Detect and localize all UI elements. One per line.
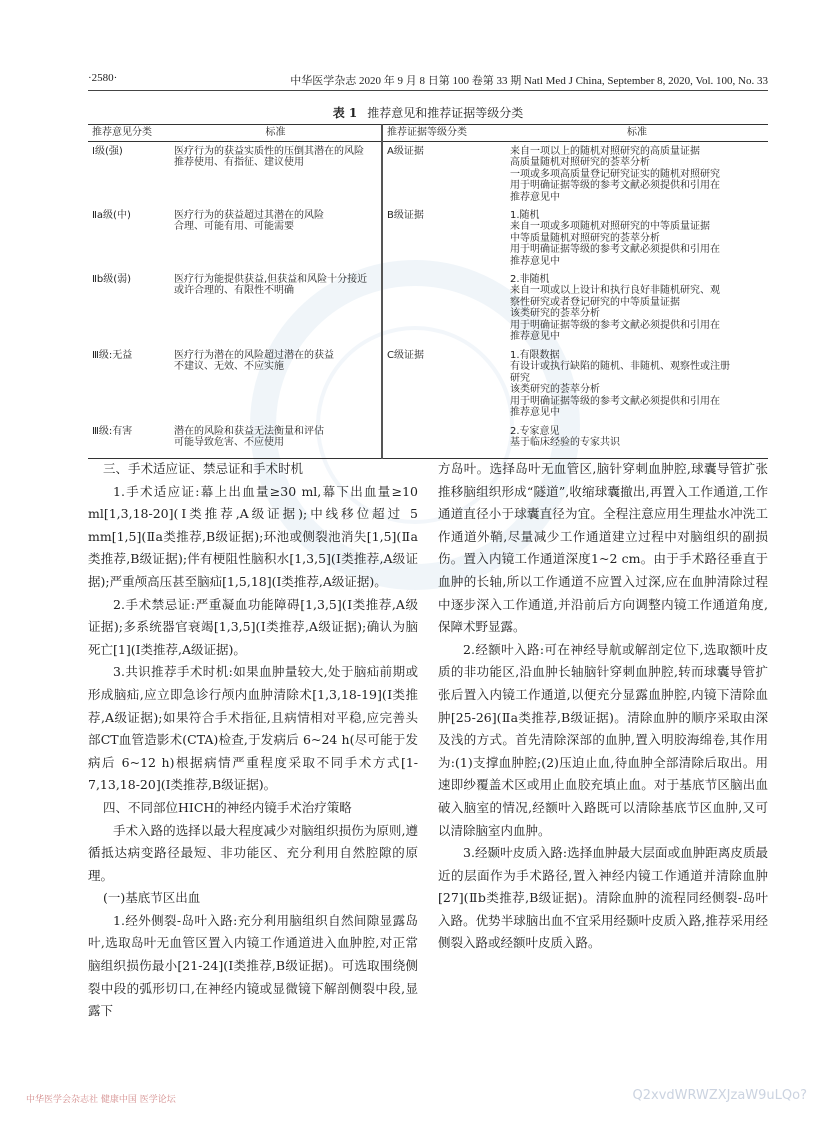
table-title: 推荐意见和推荐证据等级分类 (367, 106, 524, 120)
table-cell: C级证据 (382, 350, 506, 426)
table-cell: 医疗行为能提供获益,但获益和风险十分接近 或许合理的、有限性不明确 (174, 273, 368, 296)
running-header (88, 70, 768, 91)
paragraph: 3.共识推荐手术时机:如果血肿量较大,处于脑疝前期或形成脑疝,应立即急诊行颅内血肿清除术[1,3,18-19](Ⅰ类推荐,A级证据);如果符合手术指征,且病情相对平稳,应完善头部CT血管造影术(CTA)检查,于发病后 6~24 h(尽可能于发病后 6~12 h)根据病情严重程度采取不同手术方式[1-7,13,18-20](Ⅰ类推荐,B级证据)。 (88, 664, 418, 793)
paragraph: 2.经额叶入路:可在神经导航或解剖定位下,选取额叶皮质的非功能区,沿血肿长轴脑针穿刺血肿腔,转而球囊导管扩张后置入内镜工作通道,以便充分显露血肿腔,内镜下清除血肿[25-26](Ⅱa类推荐,B级证据)。清除血肿的顺序采取由深及浅的方式。首先清除深部的血肿,置入明胶海绵卷,其作用为:(1)支撑血肿腔;(2)压迫止血,待血肿全部清除后取出。用速即纱覆盖术区或用止血胶充填止血。对于基底节区脑出血破入脑室的情况,经额叶入路既可以清除基底节区血肿,又可以清除脑室内血肿。 (438, 641, 768, 838)
body-column-right (438, 458, 768, 955)
table-cell: 潜在的风险和获益无法衡量和评估 可能导致危害、不应使用 (170, 426, 382, 459)
table-cell (382, 274, 506, 350)
journal-citation: 中华医学杂志 2020 年 9 月 8 日第 100 卷第 33 期 Natl Med J China, September 8, 2020, Vol. 100, No. 33 (290, 75, 768, 87)
table-cell: B级证据 (382, 210, 506, 274)
publisher-logo: 中华医学会杂志社 健康中国 医学论坛 (26, 1095, 176, 1105)
page-number: ·2580· (88, 72, 118, 84)
table-cell: 医疗行为的获益实质性的压倒其潜在的风险 推荐使用、有指征、建议使用 (174, 145, 364, 168)
table-cell: 1.随机 来自一项或多项随机对照研究的中等质量证据 中等质量随机对照研究的荟萃分析 用于明确证据等级的参考文献必须提供和引用在 推荐意见中 (510, 209, 720, 267)
table-cell: 2.非随机 来自一项或以上设计和执行良好非随机研究、观 察性研究或者登记研究的中等质量证据 该类研究的荟萃分析 用于明确证据等级的参考文献必须提供和引用在 推荐意见中 (510, 273, 720, 342)
section-heading: 三、手术适应证、禁忌证和手术时机 (103, 461, 304, 476)
subsection-heading: (一)基底节区出血 (103, 890, 201, 906)
header-cell: 推荐意见分类 (88, 125, 170, 142)
table-cell: 1.有限数据 有设计或执行缺陷的随机、非随机、观察性或注册 研究 该类研究的荟萃分析 用于明确证据等级的参考文献必须提供和引用在 推荐意见中 (510, 349, 730, 418)
paragraph: 2.手术禁忌证:严重凝血功能障碍[1,3,5](Ⅰ类推荐,A级证据);多系统器官衰竭[1,3,5](Ⅰ类推荐,A级证据);确认为脑死亡[1](Ⅰ类推荐,A级证据)。 (88, 596, 418, 657)
table-cell: Ⅱb级(弱) (92, 273, 132, 285)
paragraph: 方岛叶。选择岛叶无血管区,脑针穿刺血肿腔,球囊导管扩张推移脑组织形成“隧道”,收缩球囊撤出,再置入工作通道,工作通道直径小于球囊直径为宜。全程注意应用生理盐水冲洗工作通道外鞘,尽量减少工作通道建立过程中对脑组织的副损伤。置入内镜工作通道深度1~2 cm。由于手术路径垂直于血肿的长轴,所以工作通道不应置入过深,应在血肿清除过程中逐步深入工作通道,并沿前后方向调整内镜工作通道角度,保障术野显露。 (438, 461, 768, 635)
table-cell: 2.专家意见 基于临床经验的专家共识 (506, 426, 768, 459)
table-cell: A级证据 (382, 141, 506, 210)
paragraph: 1.经外侧裂-岛叶入路:充分利用脑组织自然间隙显露岛叶,选取岛叶无血管区置入内镜工作通道进入血肿腔,对正常脑组织损伤最小[21-24](Ⅰ类推荐,B级证据)。可选取围绕侧裂中段的弧形切口,在神经内镜或显微镜下解剖侧裂中段,显露下 (88, 912, 418, 1019)
table-cell: Ⅲ级:无益 (92, 349, 133, 361)
table-cell: 医疗行为潜在的风险超过潜在的获益 不建议、无效、不应实施 (174, 349, 334, 372)
table-number: 表 1 (332, 106, 358, 120)
table-row (88, 350, 768, 426)
header-cell: 标准 (506, 125, 768, 142)
table-cell: Ⅲ级:有害 (88, 426, 170, 459)
table-header-row (88, 125, 768, 142)
table-row (88, 141, 768, 210)
body-column-left (88, 458, 418, 1023)
table-cell: Ⅱa级(中) (92, 209, 131, 221)
footer-code: Q2xvdWRWZXJzaW9uLQo? (632, 1088, 807, 1103)
section-heading: 四、不同部位HICH的神经内镜手术治疗策略 (103, 799, 352, 815)
recommendation-table (88, 124, 768, 459)
table-row (88, 426, 768, 459)
table-cell: 医疗行为的获益超过其潜在的风险 合理、可能有用、可能需要 (174, 209, 324, 232)
paragraph: 手术入路的选择以最大程度减少对脑组织损伤为原则,遵循抵达病变路径最短、非功能区、充分利用自然腔隙的原理。 (88, 822, 418, 883)
table-row (88, 210, 768, 274)
paragraph: 3.经颞叶皮质入路:选择血肿最大层面或血肿距离皮质最近的层面作为手术路径,置入神经内镜工作通道并清除血肿[27](Ⅱb类推荐,B级证据)。清除血肿的流程同经侧裂-岛叶入路。优势半球脑出血不宜采用经颞叶皮质入路,推荐采用经侧裂入路或经额叶皮质入路。 (438, 845, 768, 951)
paragraph: 1.手术适应证:幕上出血量≥30 ml,幕下出血量≥10 ml[1,3,18-20](Ⅰ类推荐,A级证据);中线移位超过 5 mm[1,5](Ⅱa类推荐,B级证据);环池或侧裂池消失[1,5](Ⅱa类推荐,B级证据);伴有梗阻性脑积水[1,3,5](Ⅰ类推荐,A级证据);严重颅高压甚至脑疝[1,5,18](Ⅰ类推荐,A级证据)。 (88, 483, 418, 589)
header-cell: 标准 (170, 125, 382, 142)
table-cell: Ⅰ级(强) (92, 145, 123, 157)
table-cell (382, 426, 506, 459)
header-cell: 推荐证据等级分类 (382, 125, 506, 142)
table-row (88, 274, 768, 350)
table-cell: 来自一项以上的随机对照研究的高质量证据 高质量随机对照研究的荟萃分析 一项或多项高质量登记研究证实的随机对照研究 用于明确证据等级的参考文献必须提供和引用在 推荐意见中 (510, 145, 720, 203)
table-caption (88, 104, 768, 121)
